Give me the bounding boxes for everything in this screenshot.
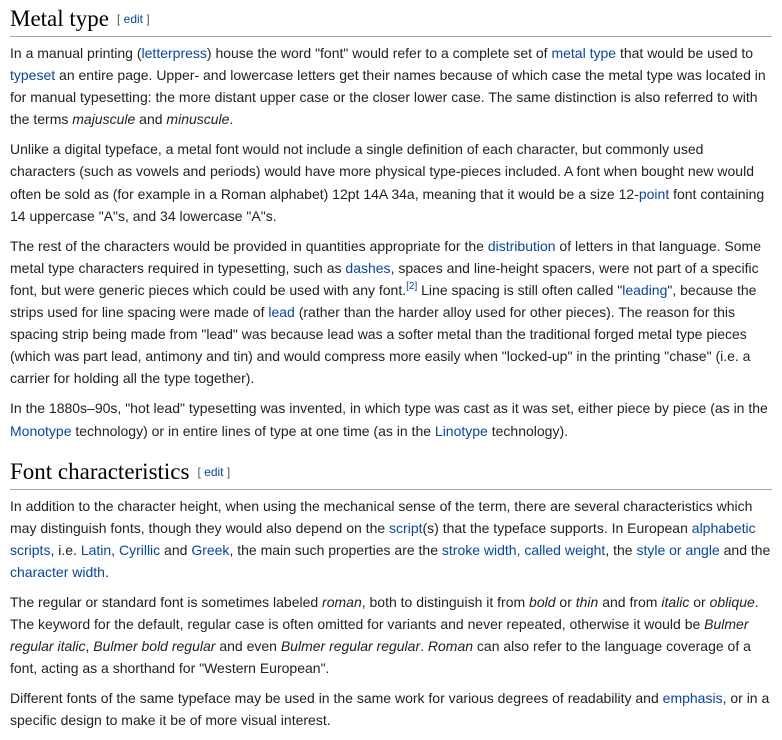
text-run: (s) that the typeface supports. In European [422,519,692,536]
section-heading-font-characteristics [10,450,772,490]
text-run: In a manual printing ( [10,45,142,61]
italic-text: roman [322,593,362,610]
inline-link[interactable]: Monotype [10,422,72,439]
text-run: and [160,541,192,558]
italic-text: thin [575,593,599,610]
italic-text: Roman [427,638,474,655]
inline-link[interactable]: alphabetic scripts [10,519,756,558]
paragraph [10,687,772,731]
italic-text: oblique [709,593,755,610]
inline-link[interactable]: letterpress [141,45,207,61]
inline-link[interactable]: lead [268,304,295,321]
italic-text: bold [529,593,556,610]
inline-link[interactable]: dashes [345,259,391,276]
text-run: , or in a specific design to make it be of more visual interest. [10,690,770,729]
text-run: and even [215,638,281,655]
citation-superscript [406,281,417,292]
text-run: and [135,111,167,128]
text-run: (rather than the harder alloy used for other pieces). The reason for this spacing strip being made from "lead" was because lead was a softer metal than the traditional forged metal type pieces (which was part lead, antimony and tin) and would compress more easily when "locked-up" in the printing "chase" (i.e. a carrier for holding all the type together). [10,304,751,387]
text-run: that would be used to [616,45,754,61]
text-run: . [229,111,234,128]
text-run: , [85,638,94,655]
text-run: , spaces and line-height spacers, were not part of a specific font, but were generic pieces which could be used with any font. [10,259,759,298]
text-run: , [111,541,119,558]
text-run: Unlike a digital typeface, a metal font would not include a single definition of each character, but commonly used characters (such as vowels and periods) would have more physical type-pieces included. A font when bought new would often be sold as (for example in a Roman alphabet) 12pt 14A 34a, meaning that it would be a size 12- [10,141,754,202]
inline-link[interactable]: Greek [191,541,230,558]
inline-link[interactable]: typeset [10,67,56,84]
text-run: or [689,593,710,610]
text-run: . [104,563,109,580]
italic-text: Bulmer regular italic [10,616,749,655]
inline-link[interactable]: stroke width, called weight [441,541,606,558]
paragraph [10,235,772,390]
italic-text: minuscule [166,111,230,128]
text-run: The rest of the characters would be provided in quantities appropriate for the [10,237,488,254]
text-run: font containing 14 uppercase "A"s, and 34 lowercase "A"s. [10,185,765,224]
text-run: Different fonts of the same typeface may be used in the same work for various degrees of readability and [10,690,663,707]
text-run: , the main such properties are the [229,541,442,558]
section-title: Metal type [10,6,109,31]
paragraph [10,397,772,441]
inline-link[interactable]: metal type [551,45,617,61]
text-run: or [555,593,576,610]
inline-link[interactable]: script [389,519,423,536]
inline-link[interactable]: emphasis [662,690,723,707]
inline-link[interactable]: style or angle [636,541,720,558]
inline-link[interactable]: Linotype [434,422,488,439]
inline-link[interactable]: point [638,185,670,202]
edit-section: [ edit ] [197,464,231,479]
italic-text: Bulmer regular regular [280,638,421,655]
inline-link[interactable]: Cyrillic [118,541,161,558]
text-run: ", because the strips used for line spacing were made of [10,281,757,321]
inline-link[interactable]: character width [10,563,105,580]
text-run: . The keyword for the default, regular case is often omitted for variants and never repeated, otherwise it would be [10,593,759,633]
edit-link[interactable]: edit [204,464,224,479]
text-run: . [420,638,428,655]
section-heading-metal-type [10,0,772,37]
text-run: , i.e. [50,541,81,558]
italic-text: italic [661,593,690,610]
text-run: and the [719,541,771,558]
text-run: technology) or in entire lines of type at one time (as in the [71,422,435,439]
text-run: , both to distinguish it from [361,593,530,610]
inline-link[interactable]: Latin [80,541,112,558]
section-title: Font characteristics [10,458,190,484]
paragraph [10,591,772,679]
text-run: The regular or standard font is sometimes labeled [10,593,323,610]
paragraph [10,42,772,130]
text-run: can also refer to the language coverage of a font, acting as a shorthand for "Western European". [10,638,751,677]
paragraph [10,138,772,226]
text-run: Line spacing is still often called " [417,281,623,298]
text-run: of letters in that language. Some metal type characters required in typesetting, such as [10,237,762,276]
edit-link[interactable]: edit [123,12,144,26]
text-run: In the 1880s–90s, "hot lead" typesetting was invented, in which type was cast as it was set, either piece by piece (as in the [10,400,768,417]
citation-link[interactable]: [2] [406,280,418,292]
text-run: technology). [487,422,569,439]
edit-section: [ edit ] [117,12,150,26]
paragraph [10,495,772,583]
italic-text: majuscule [72,111,136,128]
inline-link[interactable]: leading [622,281,668,298]
italic-text: Bulmer bold regular [93,638,216,655]
text-run: and from [598,593,662,610]
inline-link[interactable]: distribution [487,237,556,254]
text-run: ) house the word "font" would refer to a complete set of [206,45,552,61]
text-run: In addition to the character height, when using the mechanical sense of the term, there are several characteristics which may distinguish fonts, though they would also depend on the [10,497,753,536]
text-run: , the [605,541,637,558]
text-run: an entire page. Upper- and lowercase letters get their names because of which case the metal type was located in for manual typesetting: the more distant upper case or the closer lower case. The same distinction is also referred to with the terms [10,67,766,128]
